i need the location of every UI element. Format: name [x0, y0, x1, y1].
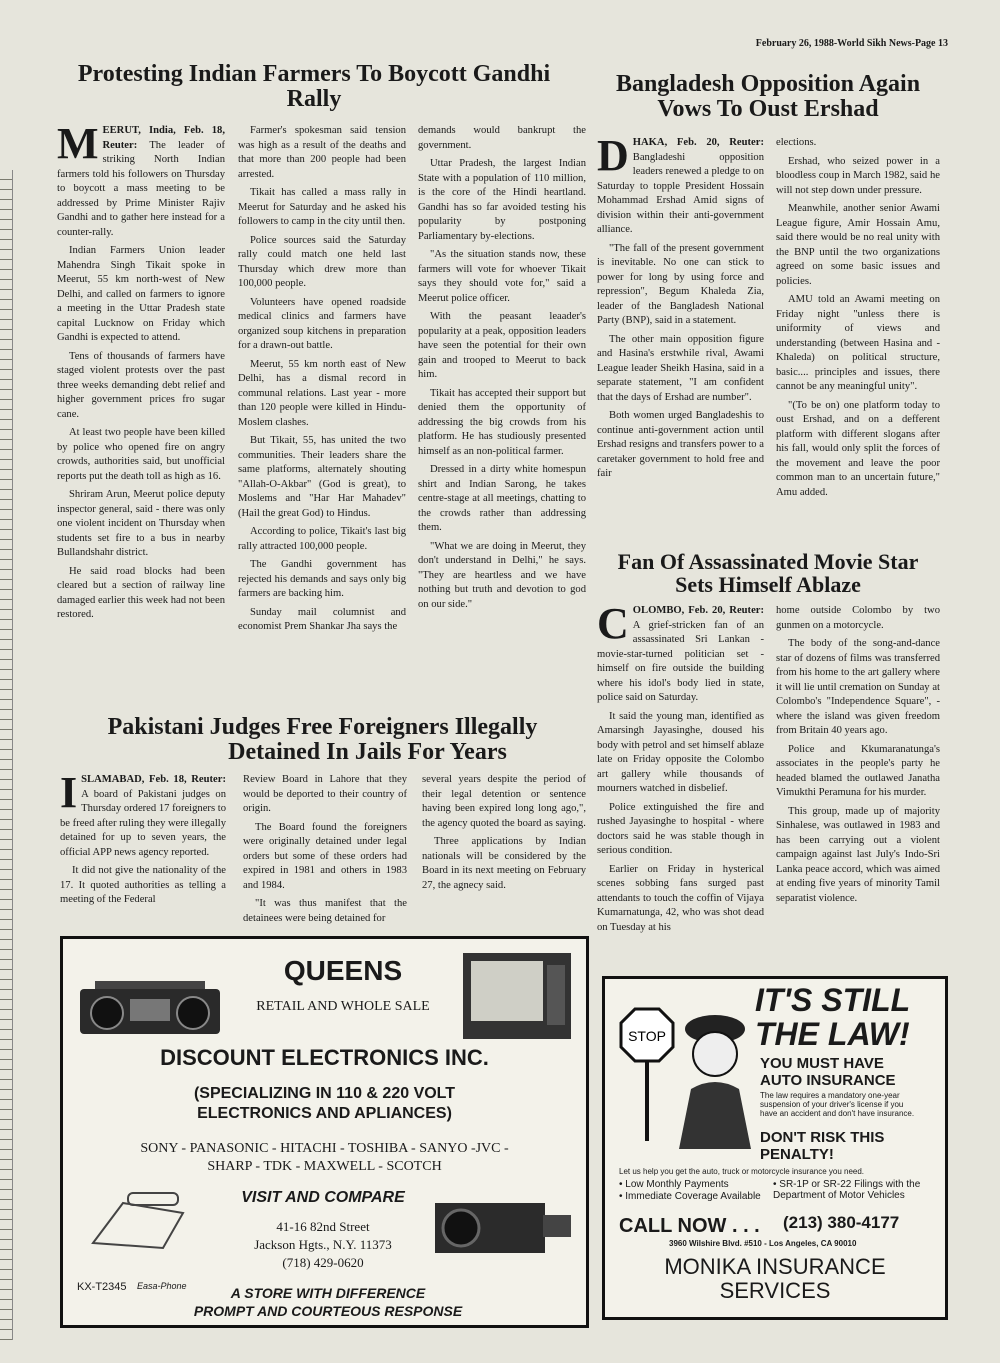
- bangladesh-paragraph: Bangladeshi opposition leaders renewed a pledge to on Saturday to topple President Hossain Mohammad Ershad Amid signs of division within their anti-government alliance.: [597, 151, 764, 235]
- pakistan-headline-line1: Pakistani Judges Free Foreigners Illegally: [107, 714, 538, 740]
- insurance-must-have-2: AUTO INSURANCE: [760, 1072, 896, 1089]
- queens-tagline-1: A STORE WITH DIFFERENCE: [230, 1285, 426, 1301]
- farmers-col1: [57, 124, 225, 710]
- farmers-paragraph: The leader of striking North Indian farmers told his followers on Thursday to boycott a mass meeting to be addressed by Prime Minister Rajiv Gandhi and to gather here instead for a counter-rally.: [57, 139, 225, 238]
- farmers-paragraph: According to police, Tikait's last big rally attracted 100,000 people.: [238, 526, 406, 552]
- pakistan-paragraph: "It was thus manifest that the detainees were being detained for: [243, 898, 407, 924]
- insurance-bullet: • Immediate Coverage Available: [619, 1191, 761, 1202]
- pakistan-headline-line2: Detained In Jails For Years: [228, 739, 507, 766]
- bangladesh-paragraph: The other main opposition figure and Hasina's erstwhile rival, Awami League leader Sheikh Hasina, said in a separate statement, "I am confident that the days of Ershad are number".: [597, 333, 764, 403]
- movie-star-col1: [597, 604, 764, 970]
- insurance-bullet: • SR-1P or SR-22 Filings with the Department of Motor Vehicles: [773, 1179, 921, 1201]
- farmers-dateline: EERUT, India, Feb. 18, Reuter:: [102, 125, 225, 151]
- movie-star-headline-line1: Fan Of Assassinated Movie Star: [617, 549, 919, 574]
- camcorder-illustration: [431, 1185, 576, 1269]
- farmers-paragraph: Sunday mail columnist and economist Prem Shankar Jha says the: [238, 606, 406, 632]
- farmers-dropcap: M: [57, 124, 99, 168]
- bangladesh-paragraph: AMU told an Awami meeting on Friday night "unless there is uniformity of views and understanding (between Hasina and - Khaleda) on political structure, basic.... principles and issues, there cannot be any meaningful unity".: [776, 294, 940, 392]
- farmers-paragraph: With the peasant leaader's popularity at a peak, opposition leaders have seen the potential for their own gain and trooped to Meerut to back him.: [418, 311, 586, 380]
- farmers-headline-line2: Rally: [286, 86, 342, 113]
- farmers-paragraph: He said road blocks had been cleared but a section of railway line damaged earlier this week had not been restored.: [57, 565, 225, 620]
- bangladesh-lead-paragraph: [597, 136, 764, 238]
- movie-star-dateline: OLOMBO, Feb. 20, Reuter:: [632, 605, 764, 616]
- movie-star-col2: [776, 604, 940, 970]
- police-officer-illustration: [615, 999, 755, 1151]
- farmers-paragraph: The Gandhi government has rejected his demands and says only big farmers are backing him.: [238, 559, 406, 599]
- insurance-fine-print: The law requires a mandatory one-year suspension of your driver's license if you have an accident and don't have insurance.: [760, 1091, 915, 1118]
- pakistan-lead-paragraph: [60, 773, 226, 860]
- queens-brands-1: SONY - PANASONIC - HITACHI - TOSHIBA - SANYO -JVC -: [140, 1141, 509, 1156]
- insurance-call-now: CALL NOW . . .: [619, 1215, 760, 1237]
- farmers-paragraph: Uttar Pradesh, the largest Indian State with a population of 110 million, is the core of the Hindi heartland. Gandhi has so far avoided testing his popularity by postponing Parliamentary by-elections.: [418, 158, 586, 242]
- farmers-paragraph: Tens of thousands of farmers have staged violent protests over the past three weeks demanding debt relief and higher government prices fro sugar cane.: [57, 350, 225, 420]
- movie-star-paragraph: A grief-stricken fan of an assassinated Sri Lankan - movie-star-turned politician set - himself on fire outside the building where his idol's body lied in state, police said on Saturday.: [597, 619, 764, 703]
- movie-star-paragraph: It said the young man, identified as Amarsingh Jayasinghe, doused his body with petrol and set himself ablaze late on Friday opposite the Colombo art gallery while thousands of mourners watched in disbelief.: [597, 710, 764, 794]
- bangladesh-headline-line1: Bangladesh Opposition Again: [615, 71, 921, 97]
- queens-visit: VISIT AND COMPARE: [241, 1189, 405, 1206]
- farmers-col3: [418, 124, 586, 710]
- bangladesh-col2: [776, 136, 940, 536]
- television-illustration: [461, 951, 573, 1043]
- pakistan-dateline: SLAMABAD, Feb. 18, Reuter:: [81, 774, 226, 785]
- farmers-headline-line1: Protesting Indian Farmers To Boycott Gandhi: [77, 61, 551, 87]
- movie-star-paragraph: The body of the song-and-dance star of dozens of films was transferred from his home to the art gallery where it will lie until cremation on Sunday at Colombo's "Independence Square", - where the island was given freedom from Britain 40 years ago.: [776, 638, 940, 736]
- bangladesh-paragraph: Meanwhile, another senior Awami League figure, Amir Hossain Amu, said there would be no real unity with the BNP until the two organizations agreed on some basic issues and policies.: [776, 203, 940, 287]
- queens-company: DISCOUNT ELECTRONICS INC.: [160, 1045, 489, 1070]
- queens-specializing-2: ELECTRONICS AND APLIANCES): [197, 1105, 452, 1122]
- insurance-company-1: MONIKA INSURANCE: [664, 1254, 886, 1279]
- farmers-paragraph: But Tikait, 55, has united the two communities. Their leaders share the same platforms, alternately shouting "Allah-O-Akbar" (God is great), to Moslems and "Har Har Mahadev" (Hail the great God) to Hindus.: [238, 435, 406, 519]
- queens-specializing-1: (SPECIALIZING IN 110 & 220 VOLT: [193, 1085, 456, 1102]
- farmers-paragraph: Dressed in a dirty white homespun shirt and Indian Sarong, he takes centre-stage at all meetings, chatting to the crowds rather than addressing them.: [418, 464, 586, 533]
- pakistan-col3: [422, 773, 586, 933]
- pakistan-paragraph: The Board found the foreigners were originally detained under legal orders but some of these orders had expired in 1981 and others in 1983 and 1984.: [243, 821, 407, 891]
- movie-star-lead-paragraph: [597, 604, 764, 706]
- stop-sign-label: STOP: [628, 1028, 666, 1044]
- movie-star-paragraph: Police and Kkumaranatunga's associates in the people's party he headed blamed the outlawed Janatha Vimukthi Peramuna for his murder.: [776, 743, 940, 798]
- bangladesh-paragraph: "(To be on) one platform today to oust Ershad, and on a defferent platform with different slogans after his fall, would only split the forces of the movement and leave the poor common man to an uncertain future," Amu added.: [776, 399, 940, 498]
- queens-tagline-2: PROMPT AND COURTEOUS RESPONSE: [193, 1303, 463, 1319]
- movie-star-paragraph: This group, made up of majority Sinhalese, was outlawed in 1983 and has been carrying out a violent campaign against last July's Indo-Sri Lanka peace accord, which was aimed at ending five years of minority Tamil separatist violence.: [776, 805, 940, 904]
- movie-star-dropcap: C: [597, 604, 629, 648]
- insurance-help-line: Let us help you get the auto, truck or motorcycle insurance you need.: [619, 1167, 865, 1176]
- queens-title: QUEENS: [283, 955, 403, 986]
- movie-star-headline-line2: Sets Himself Ablaze: [675, 572, 861, 598]
- queens-electronics-ad: [60, 936, 589, 1328]
- farmers-paragraph: Indian Farmers Union leader Mahendra Singh Tikait spoke in Meerut, 55 km north-west of New Delhi, and called on farmers to ignore a meeting in the Uttar Pradesh state capital Lucknow on Friday which Gandhi is expected to attend.: [57, 245, 225, 343]
- bangladesh-headline-line2: Vows To Oust Ershad: [657, 96, 879, 123]
- boombox-illustration: [75, 979, 225, 1039]
- queens-address-1: 41-16 82nd Street: [276, 1219, 370, 1234]
- monika-insurance-ad: [602, 976, 948, 1320]
- movie-star-paragraph: Earlier on Friday in hysterical scenes sobbing fans surged past attendants to touch the coffin of Vijaya Kumarnatunga, 42, who was shot dead on Tuesday at his: [597, 863, 764, 933]
- farmers-col2: [238, 124, 406, 710]
- movie-star-paragraph: Police extinguished the fire and rushed Jayasinghe to hospital - where doctors said he was stable though in serious condition.: [597, 801, 764, 856]
- insurance-must-have-1: YOU MUST HAVE: [760, 1055, 884, 1072]
- farmers-lead-paragraph: [57, 124, 225, 240]
- farmers-paragraph: Volunteers have opened roadside medical clinics and farmers have organized soup kitchens in preparation for a drawn-out battle.: [238, 296, 406, 351]
- farmers-paragraph: Farmer's spokesman said tension was high as a result of the deaths and that more than 200 people had been arrested.: [238, 125, 406, 180]
- pakistan-paragraph: It did not give the nationality of the 17. It quoted authorities as telling a meeting of the Federal: [60, 865, 226, 905]
- bangladesh-paragraph: Ershad, who seized power in a bloodless coup in March 1982, said he will not step down under pressure.: [776, 155, 940, 196]
- insurance-risk-2: PENALTY!: [760, 1146, 834, 1163]
- insurance-address: 3960 Wilshire Blvd. #510 - Los Angeles, CA 90010: [669, 1239, 857, 1248]
- farmers-paragraph: demands would bankrupt the government.: [418, 125, 586, 151]
- farmers-paragraph: "As the situation stands now, these farmers will vote for whoever Tikait says they should vote for," said a Meerut police officer.: [418, 249, 586, 304]
- bangladesh-dropcap: D: [597, 136, 629, 180]
- pakistan-paragraph: Review Board in Lahore that they would be deported to their country of origin.: [243, 774, 407, 814]
- scan-ruler: [0, 170, 13, 1340]
- pakistan-paragraph: several years despite the period of their legal detention or sentence having been expired long long ago,", the agency quoted the board as saying.: [422, 774, 586, 829]
- bangladesh-paragraph: "The fall of the present government is inevitable. No one can stick to power for long by using force and repression", Begum Khaleda Zia, leader of the Bangladesh National Party (BNP), said in a statement.: [597, 242, 764, 326]
- bangladesh-dateline: HAKA, Feb. 20, Reuter:: [632, 137, 764, 148]
- page-header: February 26, 1988-World Sikh News-Page 13: [755, 38, 948, 49]
- queens-phone-model: KX-T2345: [77, 1281, 127, 1293]
- pakistan-paragraph: Three applications by Indian nationals will be considered by the Board in its next meeting on February 27, the agnecy said.: [422, 836, 586, 891]
- pakistan-dropcap: I: [60, 773, 78, 817]
- bangladesh-col1: [597, 136, 764, 536]
- farmers-paragraph: "What we are doing in Meerut, they don't understand in Delhi," he says. "They are heartless and we have nothing but truth and devotion to god on our side.": [418, 540, 586, 610]
- farmers-paragraph: Shriram Arun, Meerut police deputy inspector general, said - there was only one violent incident on Thursday when students set fire to a bus in nearby Bullandshahr district.: [57, 489, 225, 558]
- pakistan-headline: [60, 715, 585, 765]
- insurance-phone: (213) 380-4177: [783, 1213, 900, 1232]
- pakistan-col1: [60, 773, 226, 933]
- farmers-headline: [60, 62, 568, 112]
- insurance-risk-1: DON'T RISK THIS: [760, 1129, 885, 1146]
- insurance-headline-2: THE LAW!: [755, 1016, 910, 1052]
- bangladesh-paragraph: Both women urged Bangladeshis to continue anti-government action until Ershad resigns and transfers power to a caretaker government to hold free and fair: [597, 410, 764, 479]
- insurance-company-2: SERVICES: [719, 1278, 831, 1303]
- pakistan-col2: [243, 773, 407, 933]
- bangladesh-paragraph: elections.: [776, 137, 817, 148]
- queens-brands-2: SHARP - TDK - MAXWELL - SCOTCH: [207, 1159, 442, 1174]
- movie-star-paragraph: home outside Colombo by two gunmen on a motorcycle.: [776, 605, 940, 631]
- telephone-illustration: [83, 1183, 193, 1253]
- insurance-bullet: • Low Monthly Payments: [619, 1179, 729, 1190]
- queens-phone-brand: Easa-Phone: [137, 1281, 187, 1291]
- queens-phone: (718) 429-0620: [282, 1255, 364, 1270]
- bangladesh-headline: [593, 72, 943, 122]
- queens-subtitle: RETAIL AND WHOLE SALE: [256, 999, 430, 1014]
- farmers-paragraph: Police sources said the Saturday rally could match one held last Thursday which drew more than 100,000 people.: [238, 234, 406, 289]
- pakistan-paragraph: A board of Pakistani judges on Thursday ordered 17 foreigners to be freed after ruling they were illegally detained for up to seven years, the official APP news agency reported.: [60, 788, 226, 858]
- farmers-paragraph: At least two people have been killed by police who opened fire on angry crowds, authorities said, but unofficial reports put the death toll as high as 16.: [57, 427, 225, 482]
- movie-star-headline: [593, 550, 943, 596]
- farmers-paragraph: Tikait has called a mass rally in Meerut for Saturday and he asked his followers to camp in the city until then.: [238, 187, 406, 227]
- farmers-paragraph: Tikait has accepted their support but denied them the opportunity of addressing the big crowds from his platform. He has studiously presented himself as an non-political farmer.: [418, 387, 586, 457]
- insurance-headline-1: IT'S STILL: [755, 982, 911, 1018]
- farmers-paragraph: Meerut, 55 km north east of New Delhi, has a dismal record in communal relations. Last year - more than 120 people were killed in Hindu-Moslem clashes.: [238, 358, 406, 428]
- queens-address-2: Jackson Hgts., N.Y. 11373: [254, 1237, 392, 1252]
